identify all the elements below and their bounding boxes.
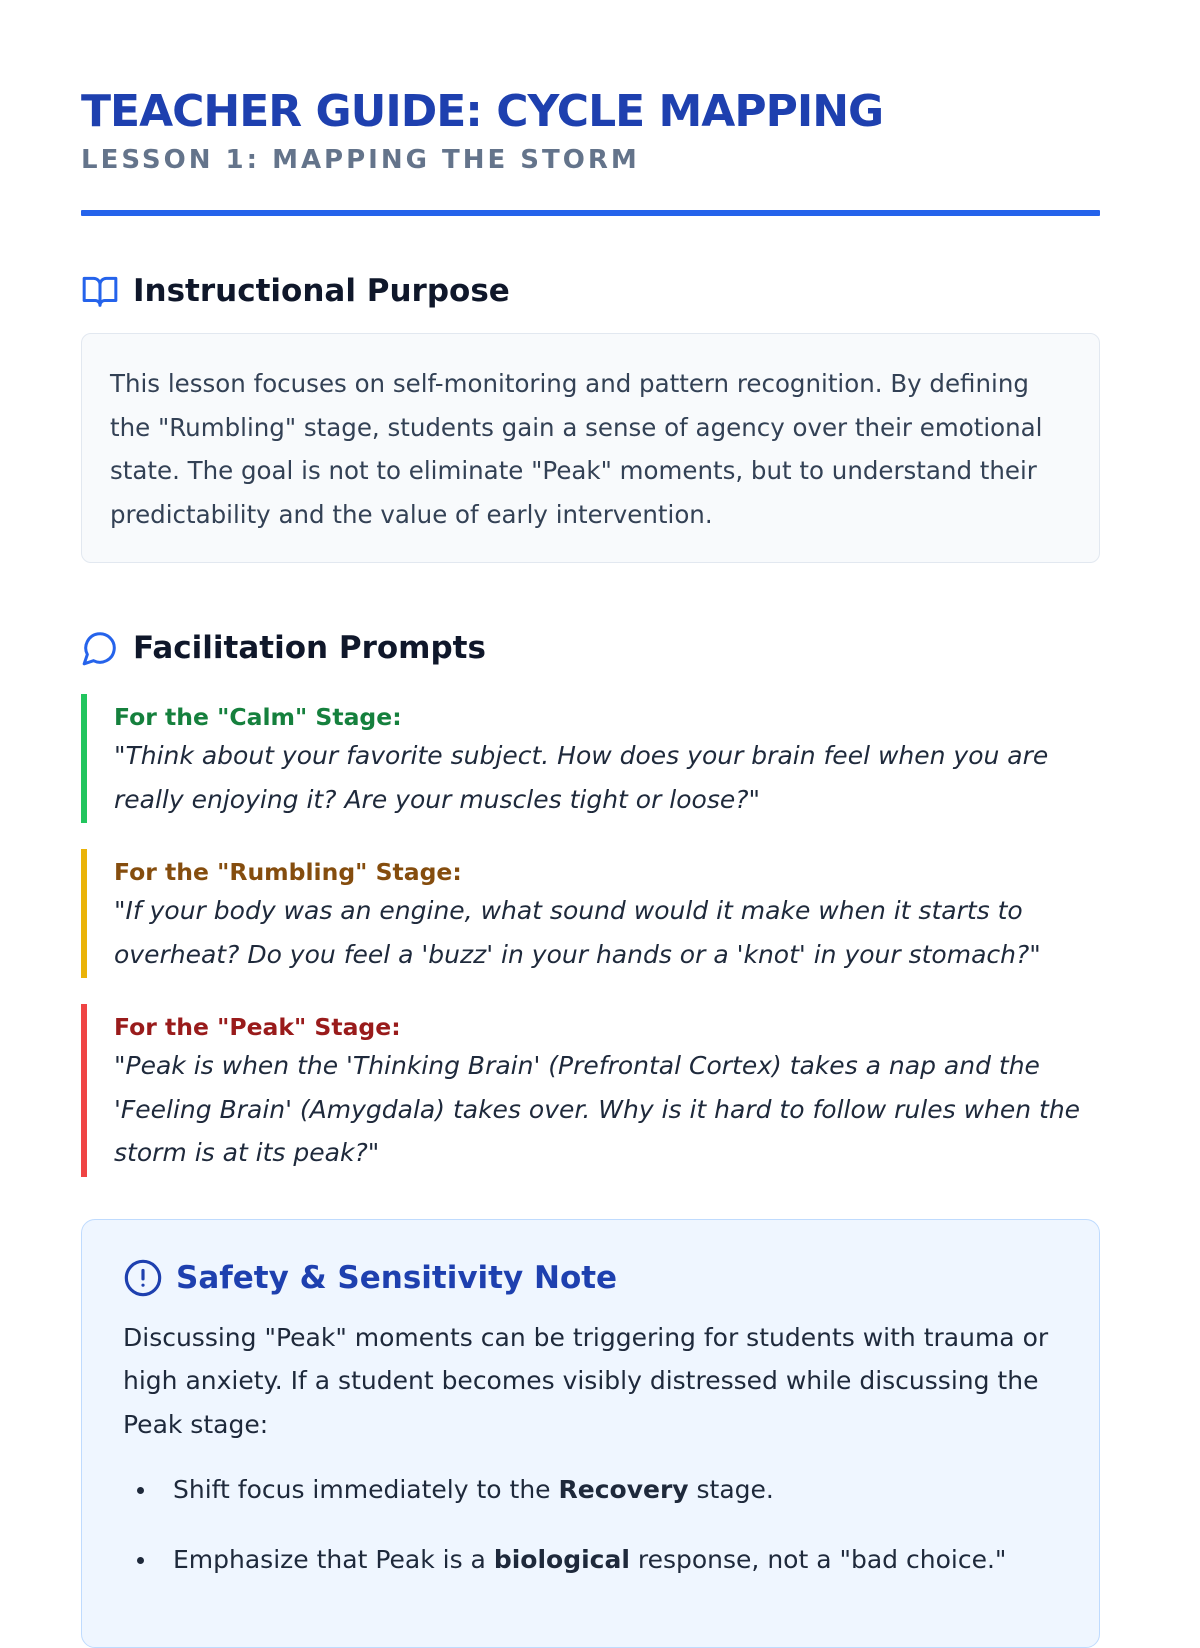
instructional-purpose-title: Instructional Purpose <box>133 271 510 311</box>
facilitation-prompts-heading <box>81 628 1100 668</box>
prompt-calm-label: For the "Calm" Stage: <box>114 700 1100 734</box>
list-item-text: Emphasize that Peak is a <box>173 1545 494 1574</box>
message-circle-icon <box>81 629 119 667</box>
prompt-rumbling-label: For the "Rumbling" Stage: <box>114 855 1100 889</box>
instructional-purpose-heading <box>81 271 1100 311</box>
prompt-rumbling-quote: "If your body was an engine, what sound would it make when it starts to overheat? Do you feel a 'buzz' in your hands or a 'knot' in your stomach?" <box>114 889 1100 976</box>
document-header <box>81 0 1100 216</box>
prompt-rumbling <box>81 849 1100 978</box>
list-item <box>173 1538 1059 1582</box>
list-item-text: response, not a "bad choice." <box>630 1545 1006 1574</box>
prompt-peak <box>81 1004 1100 1177</box>
instructional-purpose-text: This lesson focuses on self-monitoring and pattern recognition. By defining the "Rumbling" stage, students gain a sense of agency over their emotional state. The goal is not to eliminate "Peak" moments, but to understand their predictability and the value of early intervention. <box>81 333 1100 563</box>
document-subtitle: LESSON 1: MAPPING THE STORM <box>81 144 1100 176</box>
prompt-peak-quote: "Peak is when the 'Thinking Brain' (Prefrontal Cortex) takes a nap and the 'Feeling Brain' (Amygdala) takes over. Why is it hard to follow rules when the storm is at its peak?" <box>114 1044 1100 1175</box>
prompt-list <box>81 694 1100 1177</box>
prompt-calm-quote: "Think about your favorite subject. How does your brain feel when you are really enjoying it? Are your muscles tight or loose?" <box>114 734 1100 821</box>
facilitation-prompts-title: Facilitation Prompts <box>133 628 486 668</box>
instructional-purpose-section <box>81 271 1100 563</box>
prompt-calm <box>81 694 1100 823</box>
safety-note-text: Discussing "Peak" moments can be triggering for students with trauma or high anxiety. If a student becomes visibly distressed while discussing the Peak stage: <box>123 1316 1059 1447</box>
book-open-icon <box>81 272 119 310</box>
facilitation-prompts-section <box>81 628 1100 1177</box>
prompt-peak-label: For the "Peak" Stage: <box>114 1010 1100 1044</box>
list-item-emphasis: Recovery <box>559 1475 689 1504</box>
safety-note-callout <box>81 1219 1100 1648</box>
list-item-text: stage. <box>689 1475 774 1504</box>
alert-circle-icon <box>123 1258 163 1298</box>
document-title: TEACHER GUIDE: CYCLE MAPPING <box>81 84 1100 140</box>
header-divider <box>81 210 1100 216</box>
safety-note-list <box>123 1468 1059 1581</box>
safety-note-heading <box>123 1258 1059 1298</box>
list-item <box>173 1468 1059 1512</box>
list-item-text: Shift focus immediately to the <box>173 1475 559 1504</box>
safety-note-title: Safety & Sensitivity Note <box>176 1258 617 1298</box>
list-item-emphasis: biological <box>494 1545 630 1574</box>
